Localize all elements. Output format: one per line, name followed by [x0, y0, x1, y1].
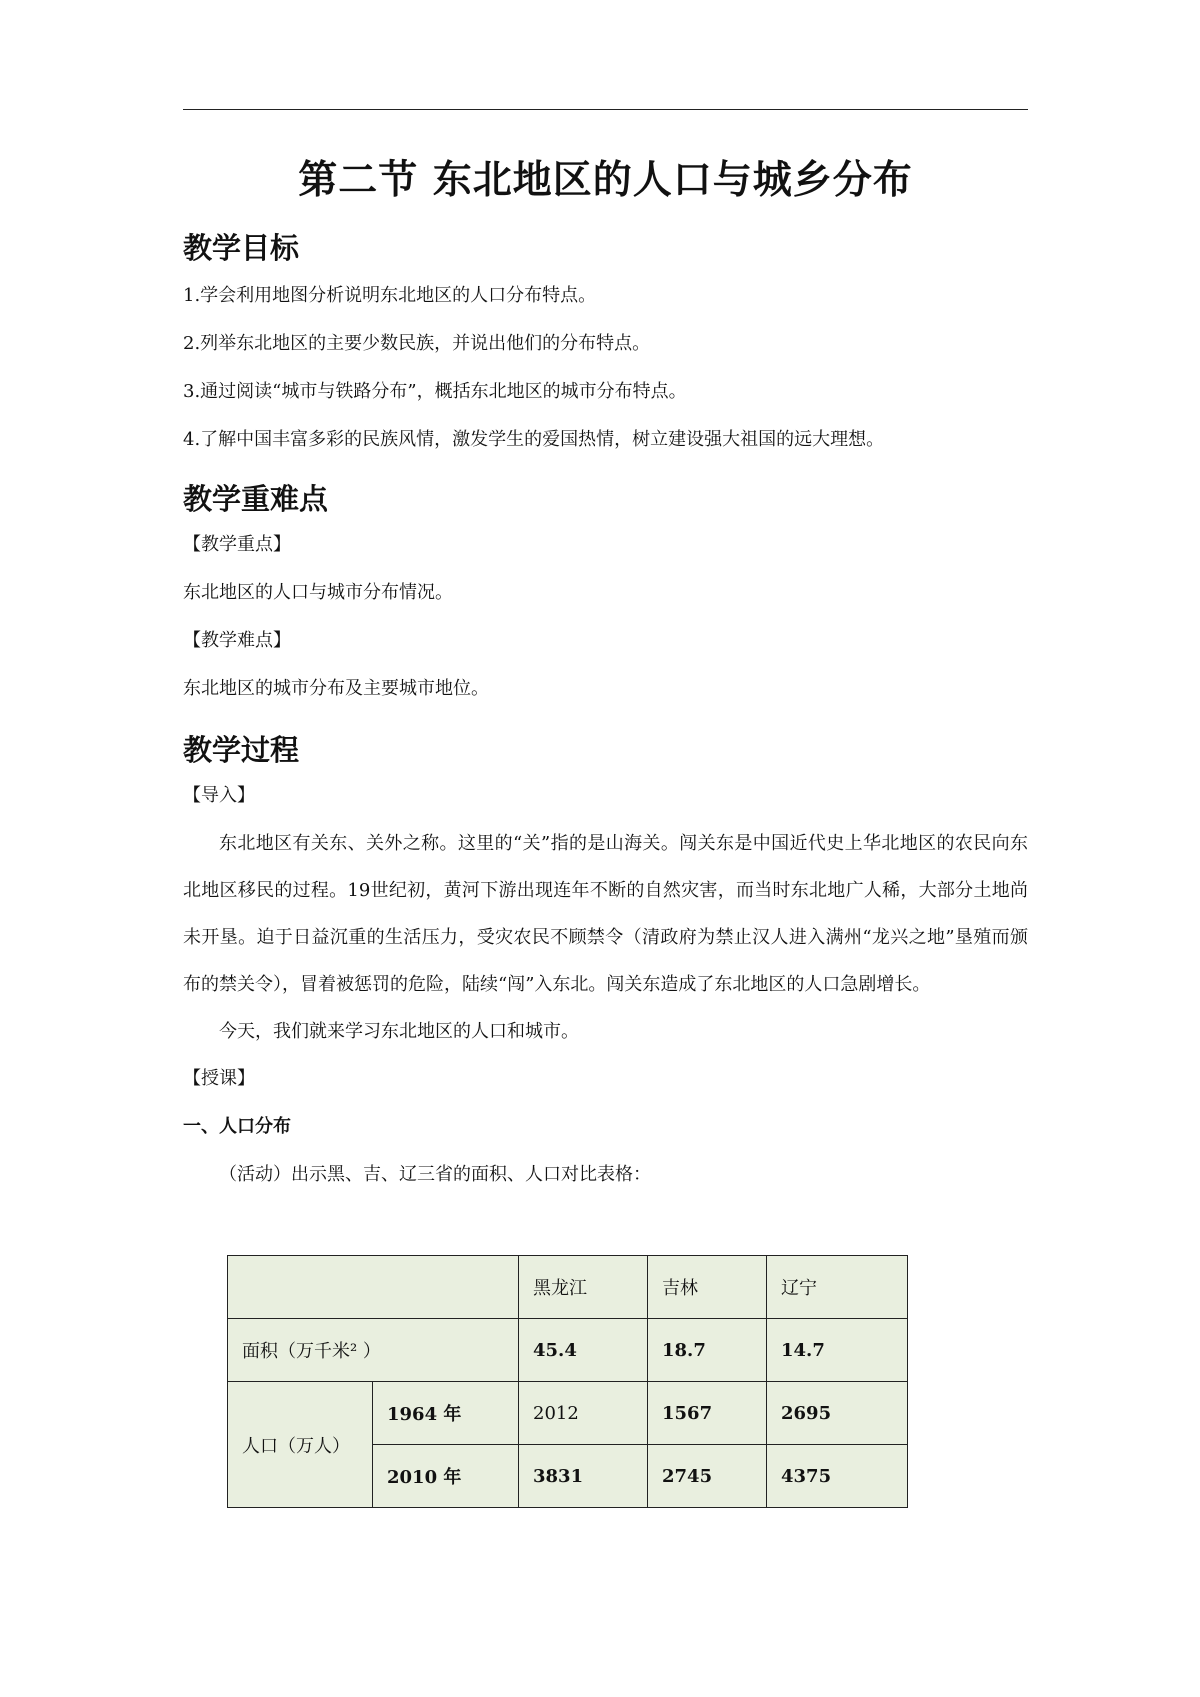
- goals-list: [183, 272, 1028, 464]
- table-cell: 14.7: [767, 1319, 908, 1382]
- document-body: [183, 150, 1028, 1198]
- table-row: [228, 1256, 908, 1319]
- key-label: 【教学重点】: [183, 534, 291, 555]
- table-header-cell: 辽宁: [767, 1256, 908, 1319]
- population-label-cell: 人口（万人）: [228, 1382, 373, 1508]
- year-cell: 1964 年: [373, 1382, 519, 1445]
- heading-teaching-goals: 教学目标: [183, 231, 300, 265]
- heading-key-points: 教学重难点: [183, 482, 329, 516]
- difficult-label: 【教学难点】: [183, 630, 291, 651]
- table-cell: 2012: [519, 1382, 648, 1445]
- goal-item: 1.学会利用地图分析说明东北地区的人口分布特点。: [183, 285, 597, 306]
- header-rule: [183, 109, 1028, 110]
- subheading-population: 一、人口分布: [183, 1116, 291, 1137]
- intro-label: 【导入】: [183, 785, 255, 806]
- year-cell: 2010 年: [373, 1445, 519, 1508]
- today-paragraph: 今天，我们就来学习东北地区的人口和城市。: [219, 1021, 579, 1042]
- activity-text: （活动）出示黑、吉、辽三省的面积、人口对比表格：: [219, 1164, 651, 1185]
- difficult-text: 东北地区的城市分布及主要城市地位。: [183, 678, 489, 699]
- table-cell: 45.4: [519, 1319, 648, 1382]
- table-header-cell: 黑龙江: [519, 1256, 648, 1319]
- table-row: [228, 1382, 908, 1445]
- lesson-label: 【授课】: [183, 1068, 255, 1089]
- table-cell: 1567: [648, 1382, 767, 1445]
- table-cell: 4375: [767, 1445, 908, 1508]
- table-cell: 2745: [648, 1445, 767, 1508]
- table-row: [228, 1319, 908, 1382]
- table-corner-cell: [228, 1256, 519, 1319]
- goal-item: 4.了解中国丰富多彩的民族风情，激发学生的爱国热情，树立建设强大祖国的远大理想。: [183, 429, 885, 450]
- heading-process: 教学过程: [183, 733, 300, 767]
- intro-paragraph: 东北地区有关东、关外之称。这里的“关”指的是山海关。闯关东是中国近代史上华北地区的农民向东北地区移民的过程。19世纪初，黄河下游出现连年不断的自然灾害，而当时东北地广人稀，大部分土地尚未开垦。迫于日益沉重的生活压力，受灾农民不顾禁令（清政府为禁止汉人进入满州“龙兴之地”垦殖而颁布的禁关令），冒着被惩罚的危险，陆续“闯”入东北。闯关东造成了东北地区的人口急剧增长。: [183, 833, 1028, 995]
- table-cell: 3831: [519, 1445, 648, 1508]
- page-title: 第二节 东北地区的人口与城乡分布: [298, 158, 913, 203]
- table-cell: 18.7: [648, 1319, 767, 1382]
- key-text: 东北地区的人口与城市分布情况。: [183, 582, 453, 603]
- goal-item: 2.列举东北地区的主要少数民族，并说出他们的分布特点。: [183, 333, 651, 354]
- area-label-cell: 面积（万千米² ）: [228, 1319, 519, 1382]
- goal-item: 3.通过阅读“城市与铁路分布”，概括东北地区的城市分布特点。: [183, 381, 687, 402]
- province-comparison-table: [227, 1255, 908, 1508]
- table-cell: 2695: [767, 1382, 908, 1445]
- table-header-cell: 吉林: [648, 1256, 767, 1319]
